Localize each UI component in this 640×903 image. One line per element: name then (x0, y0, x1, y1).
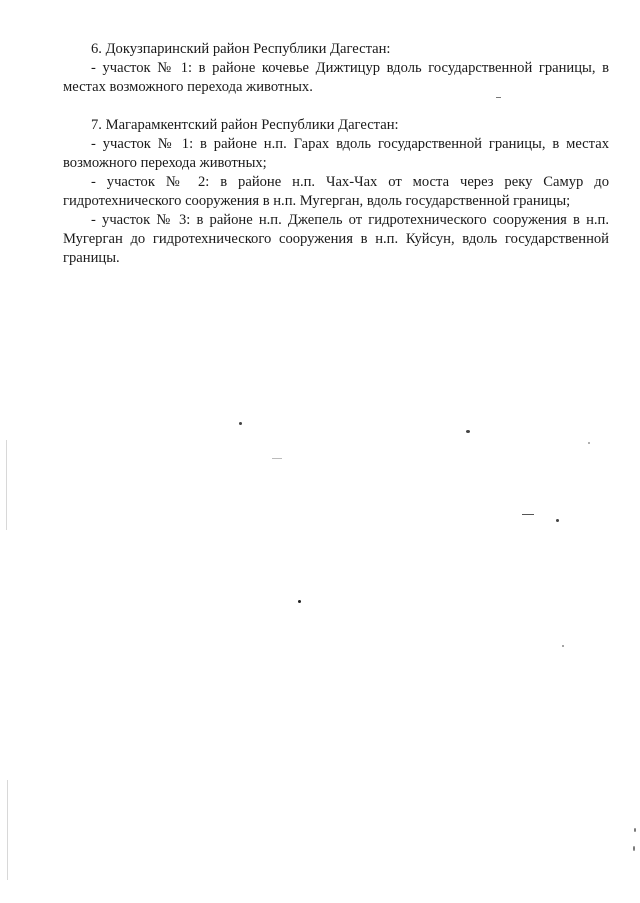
scan-artifact (272, 458, 282, 459)
list-item: - участок № 1: в районе кочевье Дижтицур вдоль государственной границы, в местах возможного перехода животных. (63, 60, 609, 95)
scan-artifact (556, 519, 559, 522)
list-item: - участок № 2: в районе н.п. Чах-Чах от моста через реку Самур до гидротехнического сооружения в н.п. Мугерган, вдоль государственной границы; (63, 174, 609, 209)
scan-edge (7, 780, 8, 880)
section-heading: 6. Докузпаринский район Республики Дагестан: (91, 41, 391, 57)
list-item: - участок № 1: в районе н.п. Гарах вдоль государственной границы, в местах возможного перехода животных; (63, 136, 609, 171)
list-item: - участок № 3: в районе н.п. Джепель от гидротехнического сооружения в н.п. Мугерган до гидротехнического сооружения в н.п. Куйсун, вдоль государственной границы. (63, 212, 609, 266)
section-magaramkentsky (63, 116, 609, 268)
section-dokuzparinsky (63, 40, 609, 97)
scan-artifact (522, 514, 534, 515)
scan-edge (6, 440, 7, 530)
scan-artifact (633, 846, 635, 851)
scan-artifact (634, 828, 636, 832)
scan-artifact (239, 422, 242, 425)
section-heading: 7. Магарамкентский район Республики Дагестан: (91, 117, 399, 133)
document-body (63, 40, 609, 287)
scan-artifact (466, 430, 470, 433)
scan-artifact (588, 442, 590, 444)
scan-artifact (298, 600, 301, 603)
scan-artifact (496, 97, 501, 98)
scan-artifact (562, 645, 564, 647)
